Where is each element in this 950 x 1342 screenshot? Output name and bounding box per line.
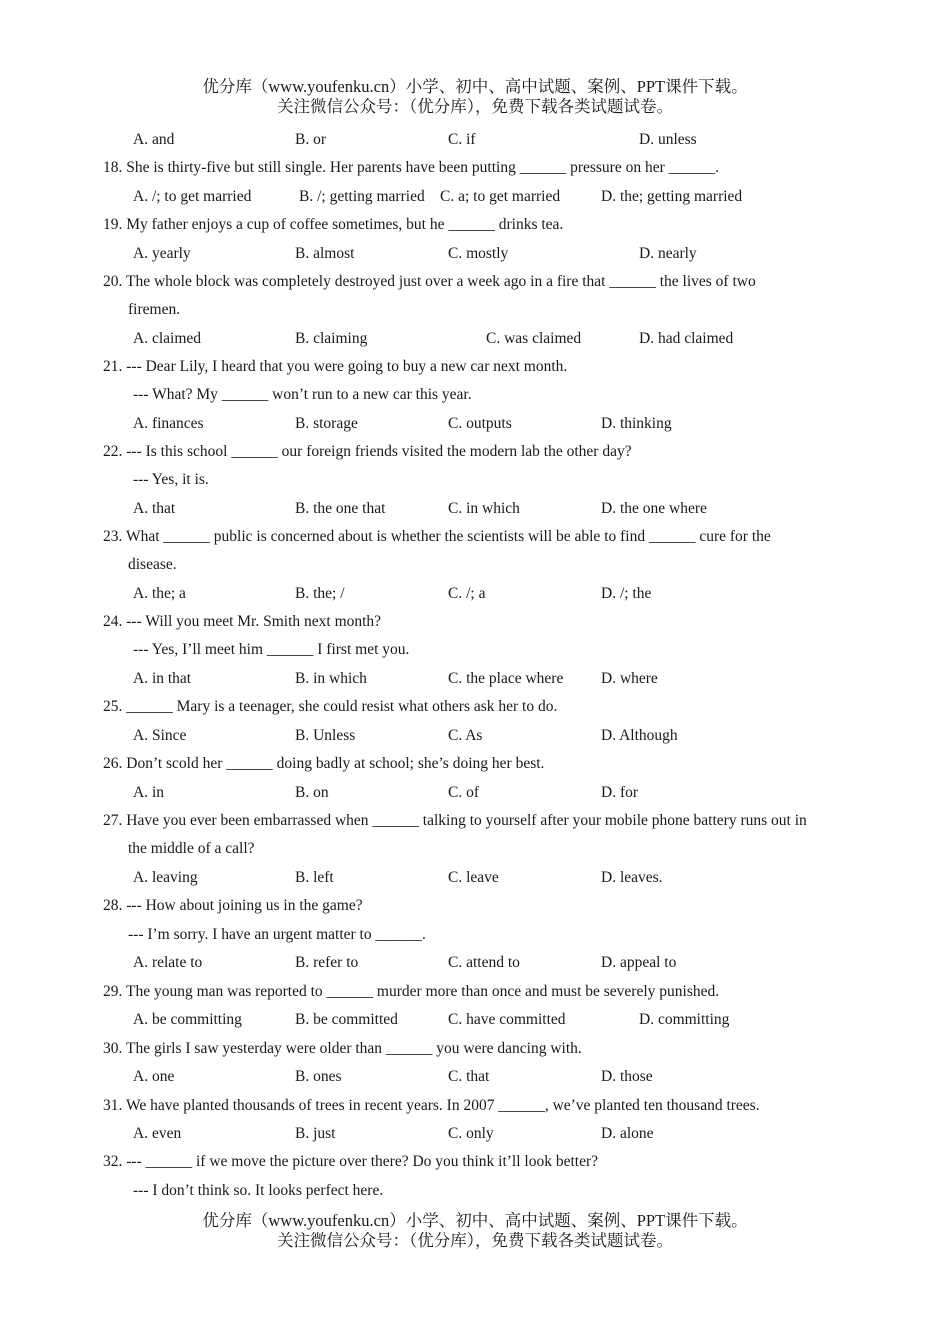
option-c: C. leave [448,869,499,886]
question-stem: 29. The young man was reported to ______ murder more than once and must be severely punished. [103,983,720,1000]
option-d: D. Although [601,727,678,744]
header-line-1: 优分库（www.youfenku.cn）小学、初中、高中试题、案例、PPT课件下载。 [202,77,748,96]
option-c: C. mostly [448,245,509,262]
option-d: D. the; getting married [601,188,743,205]
question-stem: 19. My father enjoys a cup of coffee sometimes, but he ______ drinks tea. [103,216,564,233]
question-stem: 21. --- Dear Lily, I heard that you were going to buy a new car next month. [103,358,568,375]
option-c: C. in which [448,500,520,517]
question-stem-continued: --- What? My ______ won’t run to a new car this year. [133,386,472,403]
option-d: D. had claimed [639,330,734,347]
option-a: A. in that [133,670,192,687]
question-stem: 24. --- Will you meet Mr. Smith next month? [103,613,382,630]
header-banner [0,77,950,117]
option-b: B. almost [295,245,355,262]
option-b: B. storage [295,415,358,432]
option-d: D. committing [639,1011,730,1028]
option-c: C. /; a [448,585,486,602]
question-stem-continued: --- I’m sorry. I have an urgent matter to ______. [128,926,426,943]
option-b: B. on [295,784,329,801]
option-b: B. in which [295,670,367,687]
option-b: B. just [295,1125,336,1142]
option-d: D. appeal to [601,954,677,971]
option-a: A. and [133,131,175,148]
option-c: C. of [448,784,479,801]
footer-banner [0,1211,950,1251]
question-stem: 30. The girls I saw yesterday were older than ______ you were dancing with. [103,1040,582,1057]
option-c: C. the place where [448,670,564,687]
option-a: A. yearly [133,245,191,262]
option-b: B. /; getting married [299,188,425,205]
option-a: A. in [133,784,164,801]
option-b: B. the one that [295,500,386,517]
option-d: D. leaves. [601,869,663,886]
header-line-2: 关注微信公众号：（优分库），免费下载各类试题试卷。 [277,97,673,116]
question-stem: 25. ______ Mary is a teenager, she could resist what others ask her to do. [103,698,558,715]
option-a: A. leaving [133,869,198,886]
question-stem-continued: disease. [128,556,177,573]
option-a: A. even [133,1125,182,1142]
option-a: A. one [133,1068,175,1085]
option-c: C. attend to [448,954,520,971]
option-c: C. have committed [448,1011,566,1028]
option-d: D. where [601,670,658,687]
option-a: A. that [133,500,176,517]
option-c: C. if [448,131,476,148]
question-stem-continued: --- Yes, I’ll meet him ______ I first met you. [133,641,410,658]
footer-line-2: 关注微信公众号：（优分库），免费下载各类试题试卷。 [277,1231,673,1250]
option-c: C. outputs [448,415,512,432]
option-b: B. ones [295,1068,342,1085]
question-stem: 27. Have you ever been embarrassed when ______ talking to yourself after your mobile phone battery runs out in [103,812,807,829]
option-a: A. /; to get married [133,188,252,205]
option-a: A. relate to [133,954,203,971]
option-c: C. a; to get married [440,188,561,205]
option-a: A. Since [133,727,187,744]
option-d: D. thinking [601,415,672,432]
option-d: D. alone [601,1125,654,1142]
question-stem: 28. --- How about joining us in the game? [103,897,363,914]
option-d: D. for [601,784,639,801]
question-stem-continued: the middle of a call? [128,840,255,857]
question-stem-continued: --- Yes, it is. [133,471,209,488]
option-a: A. finances [133,415,204,432]
option-d: D. those [601,1068,653,1085]
question-stem: 18. She is thirty-five but still single. Her parents have been putting ______ pressure on her ______. [103,159,720,176]
option-b: B. claiming [295,330,368,347]
option-d: D. unless [639,131,697,148]
option-a: A. claimed [133,330,202,347]
option-b: B. be committed [295,1011,398,1028]
option-a: A. the; a [133,585,186,602]
question-stem: 23. What ______ public is concerned about is whether the scientists will be able to find ______ cure for the [103,528,771,545]
footer-line-1: 优分库（www.youfenku.cn）小学、初中、高中试题、案例、PPT课件下载。 [202,1211,748,1230]
question-stem: 26. Don’t scold her ______ doing badly at school; she’s doing her best. [103,755,545,772]
question-stem: 31. We have planted thousands of trees in recent years. In 2007 ______, we’ve planted ten thousand trees. [103,1097,760,1114]
option-d: D. /; the [601,585,652,602]
option-b: B. Unless [295,727,356,744]
option-b: B. left [295,869,334,886]
question-stem: 32. --- ______ if we move the picture over there? Do you think it’ll look better? [103,1153,598,1170]
option-d: D. nearly [639,245,697,262]
question-stem: 22. --- Is this school ______ our foreign friends visited the modern lab the other day? [103,443,632,460]
option-d: D. the one where [601,500,707,517]
option-b: B. or [295,131,326,148]
question-stem-continued: --- I don’t think so. It looks perfect here. [133,1182,384,1199]
option-c: C. As [448,727,483,744]
option-a: A. be committing [133,1011,242,1028]
option-c: C. only [448,1125,494,1142]
question-stem: 20. The whole block was completely destroyed just over a week ago in a fire that ______ the lives of two [103,273,756,290]
option-c: C. was claimed [486,330,582,347]
option-b: B. refer to [295,954,359,971]
option-c: C. that [448,1068,490,1085]
option-b: B. the; / [295,585,345,602]
question-stem-continued: firemen. [128,301,181,318]
